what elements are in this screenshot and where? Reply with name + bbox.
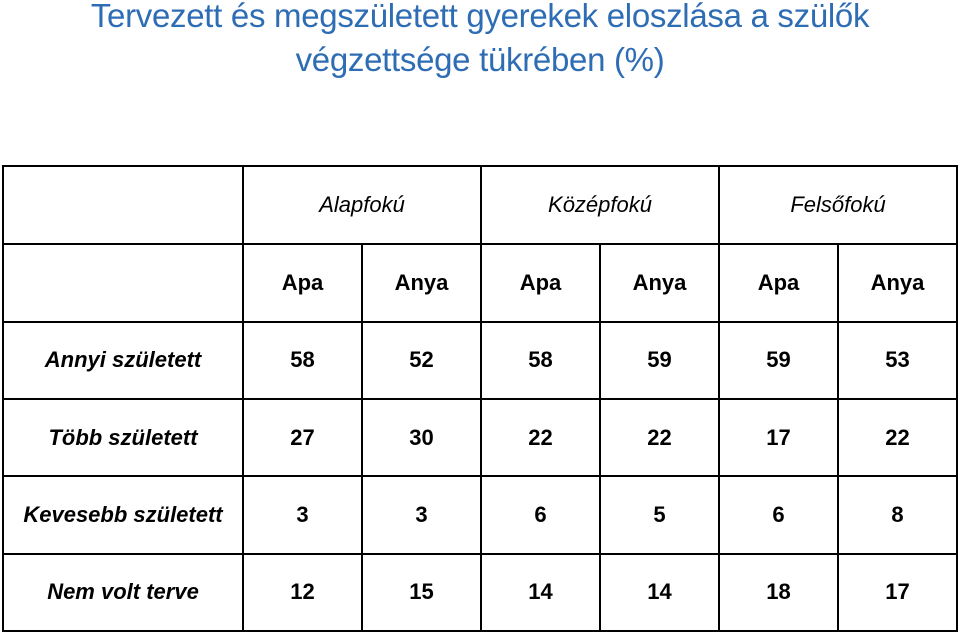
subheader-cell: Apa <box>719 244 838 321</box>
subheader-corner-cell <box>3 244 243 321</box>
value-cell: 59 <box>719 322 838 399</box>
value-cell: 59 <box>600 322 719 399</box>
value-cell: 22 <box>481 399 600 476</box>
value-cell: 30 <box>362 399 481 476</box>
value-cell: 22 <box>838 399 957 476</box>
value-cell: 8 <box>838 476 957 553</box>
value-cell: 17 <box>838 554 957 631</box>
table-row <box>3 554 957 631</box>
group-header-kozepfoku: Középfokú <box>481 166 719 244</box>
title-line-2: végzettsége tükrében (%) <box>295 41 665 78</box>
value-cell: 3 <box>243 476 362 553</box>
value-cell: 27 <box>243 399 362 476</box>
value-cell: 6 <box>481 476 600 553</box>
subheader-row <box>3 244 957 321</box>
group-header-alapfoku: Alapfokú <box>243 166 481 244</box>
row-label: Kevesebb született <box>3 476 243 553</box>
subheader-cell: Anya <box>362 244 481 321</box>
value-cell: 58 <box>481 322 600 399</box>
value-cell: 14 <box>600 554 719 631</box>
value-cell: 15 <box>362 554 481 631</box>
row-label: Nem volt terve <box>3 554 243 631</box>
value-cell: 17 <box>719 399 838 476</box>
value-cell: 5 <box>600 476 719 553</box>
value-cell: 12 <box>243 554 362 631</box>
group-header-row <box>3 166 957 244</box>
corner-cell <box>3 166 243 244</box>
row-label: Több született <box>3 399 243 476</box>
title-line-1: Tervezett és megszületett gyerekek eloszlása a szülők <box>90 0 870 34</box>
subheader-cell: Anya <box>838 244 957 321</box>
row-label: Annyi született <box>3 322 243 399</box>
value-cell: 22 <box>600 399 719 476</box>
value-cell: 14 <box>481 554 600 631</box>
subheader-cell: Apa <box>481 244 600 321</box>
value-cell: 6 <box>719 476 838 553</box>
value-cell: 3 <box>362 476 481 553</box>
table-row <box>3 476 957 553</box>
table-row <box>3 399 957 476</box>
value-cell: 53 <box>838 322 957 399</box>
subheader-cell: Anya <box>600 244 719 321</box>
group-header-felsofoku: Felsőfokú <box>719 166 957 244</box>
value-cell: 58 <box>243 322 362 399</box>
table-row <box>3 322 957 399</box>
value-cell: 18 <box>719 554 838 631</box>
subheader-cell: Apa <box>243 244 362 321</box>
data-table <box>2 165 958 632</box>
page-title <box>0 0 960 82</box>
value-cell: 52 <box>362 322 481 399</box>
